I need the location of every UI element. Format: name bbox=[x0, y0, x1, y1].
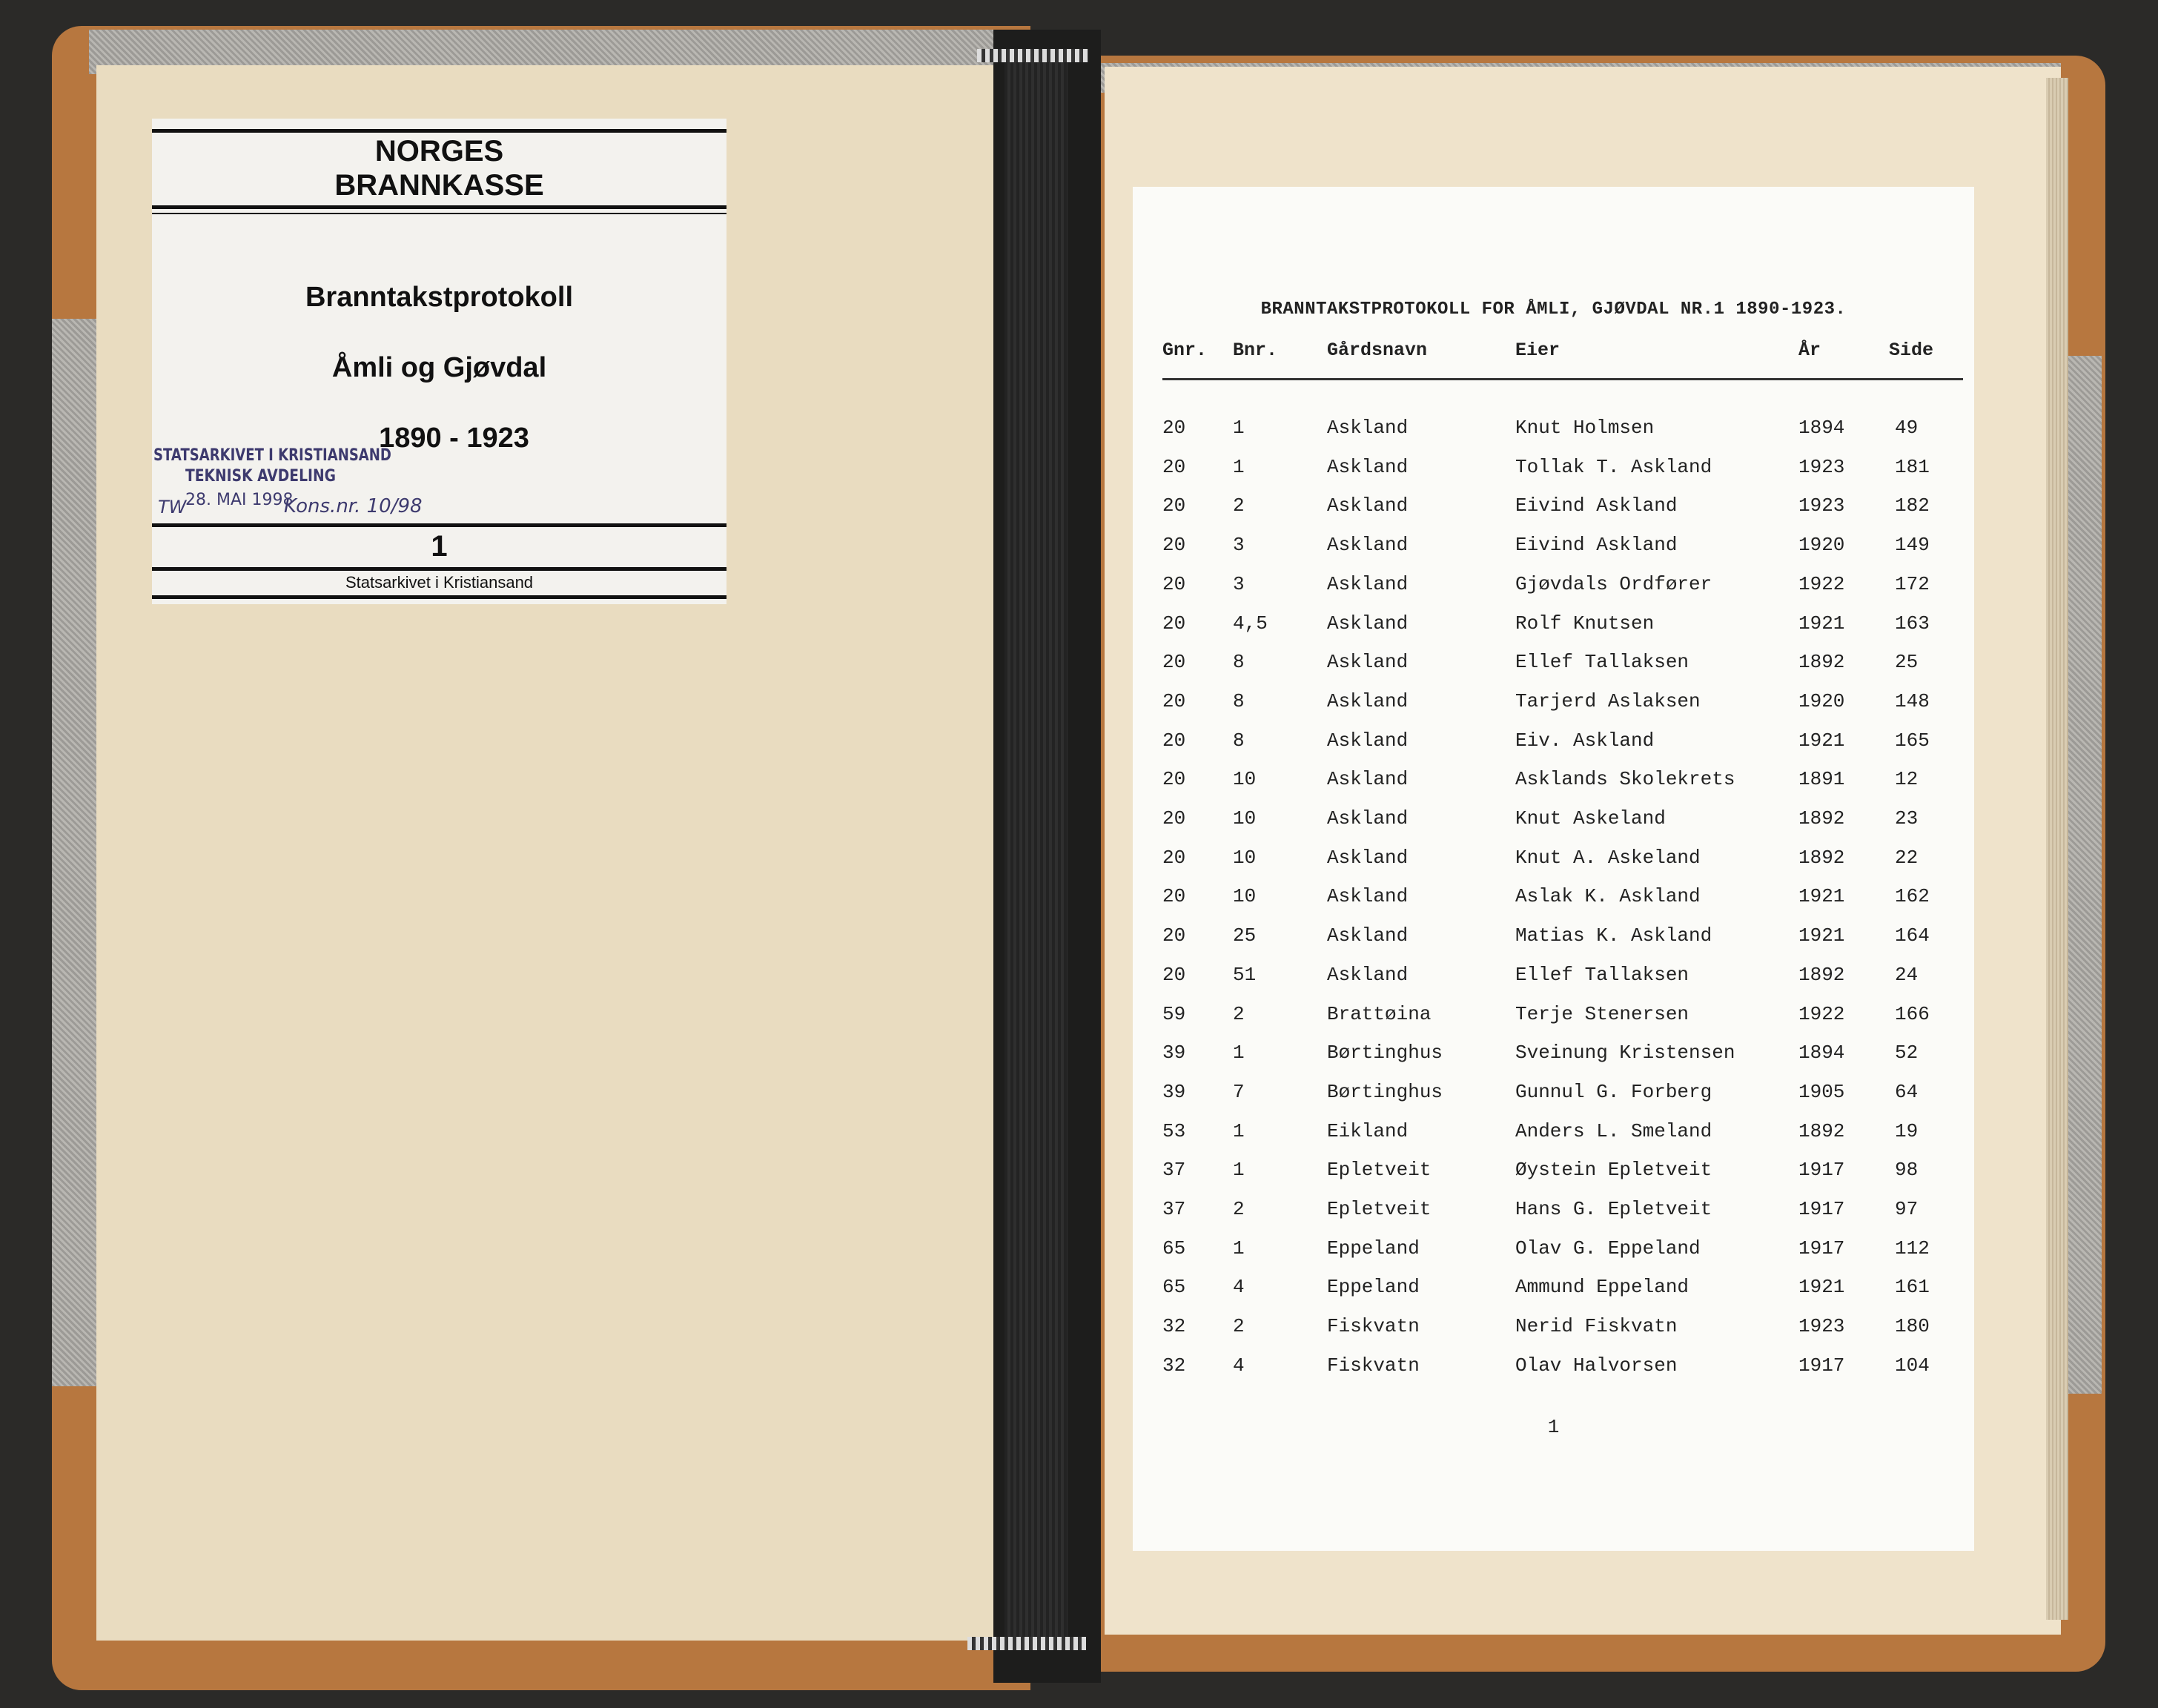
cell-bnr: 3 bbox=[1233, 572, 1245, 595]
table-row bbox=[1133, 573, 1974, 603]
table-row bbox=[1133, 729, 1974, 759]
cell-gnr: 20 bbox=[1162, 846, 1186, 869]
table-row bbox=[1133, 885, 1974, 915]
cell-bnr: 10 bbox=[1233, 846, 1257, 869]
cell-gardsnavn: Brattøina bbox=[1327, 1002, 1432, 1025]
cell-eier: Øystein Epletveit bbox=[1515, 1159, 1712, 1182]
table-row bbox=[1133, 1042, 1974, 1071]
cell-gardsnavn: Askland bbox=[1327, 846, 1409, 869]
cell-gardsnavn: Eikland bbox=[1327, 1119, 1409, 1142]
cell-bnr: 2 bbox=[1233, 494, 1245, 517]
cell-ar: 1921 bbox=[1798, 1276, 1845, 1299]
cell-ar: 1921 bbox=[1798, 924, 1845, 947]
spine-stitching-top bbox=[977, 49, 1088, 62]
cell-gnr: 20 bbox=[1162, 651, 1186, 674]
cell-bnr: 4 bbox=[1233, 1354, 1245, 1377]
table-row bbox=[1133, 494, 1974, 524]
cell-gardsnavn: Askland bbox=[1327, 534, 1409, 557]
cell-gardsnavn: Eppeland bbox=[1327, 1276, 1420, 1299]
cell-side: 23 bbox=[1895, 807, 1919, 830]
cell-bnr: 3 bbox=[1233, 534, 1245, 557]
cell-gardsnavn: Askland bbox=[1327, 924, 1409, 947]
cell-gnr: 37 bbox=[1162, 1159, 1186, 1182]
bookmark-ribbon bbox=[1004, 52, 1068, 1646]
cell-eier: Eiv. Askland bbox=[1515, 729, 1655, 752]
table-row bbox=[1133, 768, 1974, 798]
cell-gardsnavn: Askland bbox=[1327, 494, 1409, 517]
cell-eier: Nerid Fiskvatn bbox=[1515, 1315, 1678, 1338]
table-row bbox=[1133, 924, 1974, 954]
cell-gnr: 20 bbox=[1162, 534, 1186, 557]
cell-gardsnavn: Askland bbox=[1327, 455, 1409, 478]
cell-eier: Anders L. Smeland bbox=[1515, 1119, 1712, 1142]
cell-bnr: 1 bbox=[1233, 1042, 1245, 1065]
cell-side: 148 bbox=[1895, 689, 1930, 712]
cell-ar: 1920 bbox=[1798, 534, 1845, 557]
cell-side: 166 bbox=[1895, 1002, 1930, 1025]
cell-gnr: 20 bbox=[1162, 572, 1186, 595]
label-title-line2: BRANNKASSE bbox=[334, 169, 544, 202]
page-edges bbox=[2046, 78, 2068, 1620]
table-row bbox=[1133, 690, 1974, 720]
table-row bbox=[1133, 964, 1974, 993]
column-header-gardsnavn: Gårdsnavn bbox=[1327, 340, 1428, 361]
cell-eier: Sveinung Kristensen bbox=[1515, 1042, 1735, 1065]
table-row bbox=[1133, 612, 1974, 642]
cell-eier: Eivind Askland bbox=[1515, 494, 1678, 517]
cell-gardsnavn: Askland bbox=[1327, 612, 1409, 635]
cell-ar: 1917 bbox=[1798, 1354, 1845, 1377]
table-row bbox=[1133, 1081, 1974, 1110]
cell-bnr: 1 bbox=[1233, 417, 1245, 439]
cell-gnr: 39 bbox=[1162, 1042, 1186, 1065]
cell-bnr: 51 bbox=[1233, 963, 1257, 986]
cell-ar: 1892 bbox=[1798, 651, 1845, 674]
cell-ar: 1894 bbox=[1798, 417, 1845, 439]
cell-bnr: 4 bbox=[1233, 1276, 1245, 1299]
cell-ar: 1892 bbox=[1798, 807, 1845, 830]
cell-gardsnavn: Eppeland bbox=[1327, 1237, 1420, 1260]
index-sheet bbox=[1133, 187, 1974, 1551]
label-title-line1: NORGES bbox=[374, 135, 504, 168]
cell-ar: 1917 bbox=[1798, 1159, 1845, 1182]
cell-gardsnavn: Epletveit bbox=[1327, 1198, 1432, 1220]
cell-eier: Terje Stenersen bbox=[1515, 1002, 1689, 1025]
cell-bnr: 8 bbox=[1233, 729, 1245, 752]
cell-gardsnavn: Askland bbox=[1327, 651, 1409, 674]
cell-bnr: 1 bbox=[1233, 1237, 1245, 1260]
table-row bbox=[1133, 534, 1974, 563]
cell-eier: Knut Holmsen bbox=[1515, 417, 1655, 439]
cell-gardsnavn: Askland bbox=[1327, 689, 1409, 712]
cell-bnr: 2 bbox=[1233, 1002, 1245, 1025]
table-row bbox=[1133, 651, 1974, 681]
cell-eier: Matias K. Askland bbox=[1515, 924, 1712, 947]
cell-ar: 1923 bbox=[1798, 494, 1845, 517]
cell-side: 172 bbox=[1895, 572, 1930, 595]
cell-gardsnavn: Fiskvatn bbox=[1327, 1354, 1420, 1377]
cell-ar: 1923 bbox=[1798, 1315, 1845, 1338]
cell-side: 149 bbox=[1895, 534, 1930, 557]
cell-bnr: 1 bbox=[1233, 1119, 1245, 1142]
cell-bnr: 4,5 bbox=[1233, 612, 1268, 635]
cell-gardsnavn: Askland bbox=[1327, 885, 1409, 908]
column-header-side: Side bbox=[1889, 340, 1934, 361]
cell-side: 49 bbox=[1895, 417, 1919, 439]
archive-stamp-date: 28. MAI 1998 bbox=[185, 491, 294, 509]
cell-gnr: 65 bbox=[1162, 1237, 1186, 1260]
cell-ar: 1922 bbox=[1798, 1002, 1845, 1025]
cell-ar: 1891 bbox=[1798, 768, 1845, 791]
cell-eier: Ellef Tallaksen bbox=[1515, 963, 1689, 986]
cell-ar: 1921 bbox=[1798, 612, 1845, 635]
cell-ar: 1921 bbox=[1798, 885, 1845, 908]
cell-gnr: 20 bbox=[1162, 963, 1186, 986]
cell-gnr: 20 bbox=[1162, 729, 1186, 752]
cell-side: 19 bbox=[1895, 1119, 1919, 1142]
cell-gnr: 39 bbox=[1162, 1080, 1186, 1103]
cell-side: 98 bbox=[1895, 1159, 1919, 1182]
cell-bnr: 2 bbox=[1233, 1198, 1245, 1220]
cell-side: 180 bbox=[1895, 1315, 1930, 1338]
table-row bbox=[1133, 1003, 1974, 1033]
table-row bbox=[1133, 1315, 1974, 1345]
cell-gardsnavn: Børtinghus bbox=[1327, 1080, 1443, 1103]
table-row bbox=[1133, 1276, 1974, 1305]
cell-side: 164 bbox=[1895, 924, 1930, 947]
cell-gnr: 20 bbox=[1162, 494, 1186, 517]
cell-gnr: 32 bbox=[1162, 1315, 1186, 1338]
cell-gardsnavn: Askland bbox=[1327, 768, 1409, 791]
cell-gardsnavn: Askland bbox=[1327, 963, 1409, 986]
cell-side: 162 bbox=[1895, 885, 1930, 908]
cell-eier: Rolf Knutsen bbox=[1515, 612, 1655, 635]
cell-ar: 1917 bbox=[1798, 1237, 1845, 1260]
cell-side: 64 bbox=[1895, 1080, 1919, 1103]
cell-eier: Gunnul G. Forberg bbox=[1515, 1080, 1712, 1103]
cell-side: 52 bbox=[1895, 1042, 1919, 1065]
cell-ar: 1917 bbox=[1798, 1198, 1845, 1220]
cell-bnr: 25 bbox=[1233, 924, 1257, 947]
table-row bbox=[1133, 1159, 1974, 1188]
label-years: 1890 - 1923 bbox=[379, 423, 529, 454]
cell-eier: Knut A. Askeland bbox=[1515, 846, 1701, 869]
cell-side: 24 bbox=[1895, 963, 1919, 986]
index-title: BRANNTAKSTPROTOKOLL FOR ÅMLI, GJØVDAL NR.1 1890-1923. bbox=[1260, 299, 1847, 320]
cell-bnr: 8 bbox=[1233, 651, 1245, 674]
cell-gardsnavn: Askland bbox=[1327, 807, 1409, 830]
cell-side: 182 bbox=[1895, 494, 1930, 517]
cell-ar: 1923 bbox=[1798, 455, 1845, 478]
cell-side: 181 bbox=[1895, 455, 1930, 478]
table-row bbox=[1133, 1354, 1974, 1384]
cell-eier: Olav G. Eppeland bbox=[1515, 1237, 1701, 1260]
label-volume-number: 1 bbox=[431, 530, 448, 563]
cell-gnr: 20 bbox=[1162, 807, 1186, 830]
header-rule bbox=[1162, 378, 1963, 380]
cell-ar: 1894 bbox=[1798, 1042, 1845, 1065]
cell-side: 22 bbox=[1895, 846, 1919, 869]
table-row bbox=[1133, 456, 1974, 486]
cell-gardsnavn: Epletveit bbox=[1327, 1159, 1432, 1182]
cell-eier: Hans G. Epletveit bbox=[1515, 1198, 1712, 1220]
cell-ar: 1920 bbox=[1798, 689, 1845, 712]
cell-eier: Tarjerd Aslaksen bbox=[1515, 689, 1701, 712]
label-place: Åmli og Gjøvdal bbox=[331, 352, 547, 383]
archive-stamp-line2: TEKNISK AVDELING bbox=[185, 467, 336, 486]
cell-gnr: 53 bbox=[1162, 1119, 1186, 1142]
column-header-ar: År bbox=[1798, 340, 1821, 361]
table-row bbox=[1133, 1120, 1974, 1150]
cell-side: 112 bbox=[1895, 1237, 1930, 1260]
cell-gardsnavn: Børtinghus bbox=[1327, 1042, 1443, 1065]
cell-eier: Olav Halvorsen bbox=[1515, 1354, 1678, 1377]
cell-bnr: 1 bbox=[1233, 455, 1245, 478]
cell-side: 25 bbox=[1895, 651, 1919, 674]
cell-eier: Ellef Tallaksen bbox=[1515, 651, 1689, 674]
cell-gnr: 20 bbox=[1162, 689, 1186, 712]
cell-gardsnavn: Askland bbox=[1327, 729, 1409, 752]
page-number: 1 bbox=[1547, 1416, 1560, 1438]
cell-gnr: 20 bbox=[1162, 885, 1186, 908]
cell-gnr: 20 bbox=[1162, 612, 1186, 635]
cell-gnr: 32 bbox=[1162, 1354, 1186, 1377]
archive-label bbox=[152, 119, 726, 604]
table-row bbox=[1133, 807, 1974, 837]
cell-bnr: 8 bbox=[1233, 689, 1245, 712]
cell-ar: 1892 bbox=[1798, 963, 1845, 986]
cell-ar: 1905 bbox=[1798, 1080, 1845, 1103]
cell-eier: Aslak K. Askland bbox=[1515, 885, 1701, 908]
cell-bnr: 10 bbox=[1233, 807, 1257, 830]
cell-gnr: 20 bbox=[1162, 417, 1186, 439]
cell-side: 163 bbox=[1895, 612, 1930, 635]
cell-gardsnavn: Fiskvatn bbox=[1327, 1315, 1420, 1338]
label-protocol: Branntakstprotokoll bbox=[305, 282, 574, 313]
table-row bbox=[1133, 417, 1974, 446]
handwritten-initials: TW bbox=[158, 497, 187, 517]
cell-side: 12 bbox=[1895, 768, 1919, 791]
table-row bbox=[1133, 1198, 1974, 1228]
cell-side: 104 bbox=[1895, 1354, 1930, 1377]
cell-gnr: 20 bbox=[1162, 924, 1186, 947]
cell-gnr: 59 bbox=[1162, 1002, 1186, 1025]
cell-ar: 1892 bbox=[1798, 846, 1845, 869]
cell-gnr: 20 bbox=[1162, 768, 1186, 791]
cell-gnr: 65 bbox=[1162, 1276, 1186, 1299]
cell-eier: Gjøvdals Ordfører bbox=[1515, 572, 1712, 595]
cell-bnr: 7 bbox=[1233, 1080, 1245, 1103]
cell-ar: 1922 bbox=[1798, 572, 1845, 595]
column-header-bnr: Bnr. bbox=[1233, 340, 1278, 361]
cell-bnr: 10 bbox=[1233, 768, 1257, 791]
cell-side: 165 bbox=[1895, 729, 1930, 752]
cell-gnr: 37 bbox=[1162, 1198, 1186, 1220]
cell-eier: Ammund Eppeland bbox=[1515, 1276, 1689, 1299]
cell-side: 97 bbox=[1895, 1198, 1919, 1220]
table-row bbox=[1133, 847, 1974, 876]
cell-gnr: 20 bbox=[1162, 455, 1186, 478]
cell-bnr: 2 bbox=[1233, 1315, 1245, 1338]
cell-gardsnavn: Askland bbox=[1327, 572, 1409, 595]
cell-side: 161 bbox=[1895, 1276, 1930, 1299]
spine-stitching-bottom bbox=[967, 1637, 1086, 1650]
cell-bnr: 1 bbox=[1233, 1159, 1245, 1182]
table-row bbox=[1133, 1237, 1974, 1267]
cell-eier: Asklands Skolekrets bbox=[1515, 768, 1735, 791]
archive-stamp-line1: STATSARKIVET I KRISTIANSAND bbox=[153, 446, 391, 465]
column-header-eier: Eier bbox=[1515, 340, 1560, 361]
handwritten-reference: Kons.nr. 10/98 bbox=[284, 495, 423, 517]
cell-ar: 1921 bbox=[1798, 729, 1845, 752]
cell-eier: Knut Askeland bbox=[1515, 807, 1666, 830]
cell-eier: Eivind Askland bbox=[1515, 534, 1678, 557]
cell-gardsnavn: Askland bbox=[1327, 417, 1409, 439]
label-archive-name: Statsarkivet i Kristiansand bbox=[345, 573, 534, 592]
column-header-gnr: Gnr. bbox=[1162, 340, 1208, 361]
cell-ar: 1892 bbox=[1798, 1119, 1845, 1142]
cell-eier: Tollak T. Askland bbox=[1515, 455, 1712, 478]
cell-bnr: 10 bbox=[1233, 885, 1257, 908]
